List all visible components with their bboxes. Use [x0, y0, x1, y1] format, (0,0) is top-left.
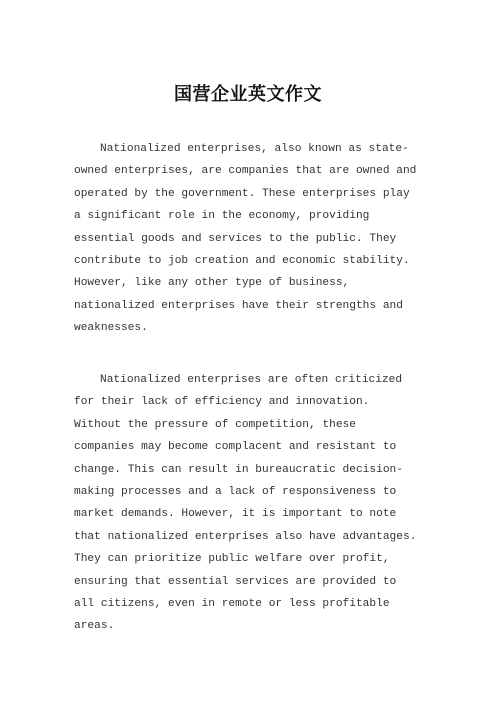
document-title: 国营企业英文作文: [174, 84, 322, 105]
paragraph-1: Nationalized enterprises, also known as state-owned enterprises, are companies that are owned and operated by the government. These enterprises play a significant role in the economy, providing essential goods and services to the public. They contribute to job creation and economic stability. However, like any other type of business, nationalized enterprises have their strengths and weaknesses.: [74, 143, 417, 335]
paragraph-2: Nationalized enterprises are often criticized for their lack of efficiency and innovation. Without the pressure of competition, these companies may become complacent and resistant to change. This can result in bureaucratic decision-making processes and a lack of responsiveness to market demands. However, it is important to note that nationalized enterprises also have advantages. They can prioritize public welfare over profit, ensuring that essential services are provided to all citizens, even in remote or less profitable areas.: [74, 374, 417, 633]
